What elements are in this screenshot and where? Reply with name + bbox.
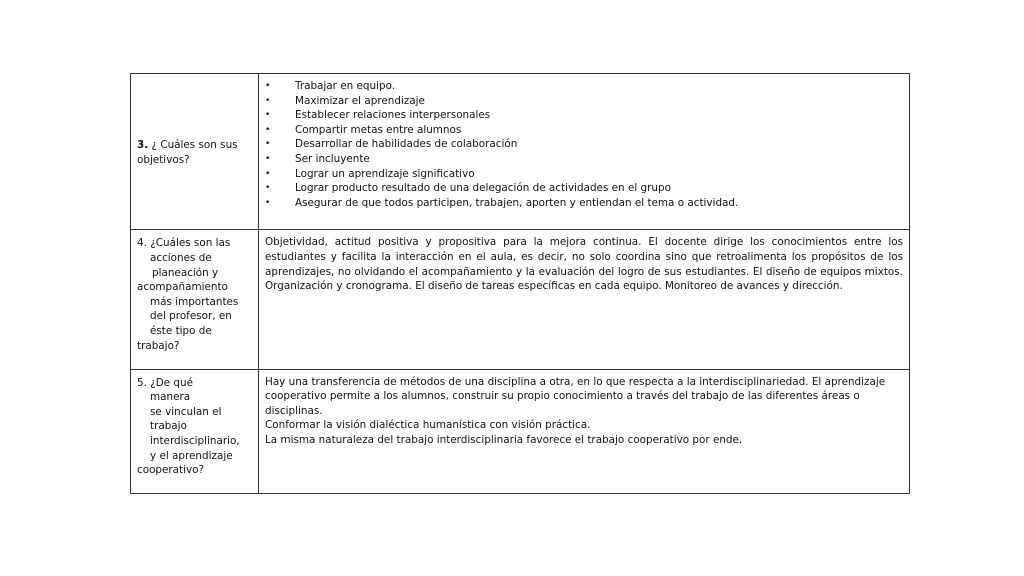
question-line: 4. ¿Cuáles son las: [137, 237, 231, 250]
question-line: cooperativo?: [137, 464, 205, 477]
question-line: manera: [150, 391, 191, 404]
answer-cell: [259, 230, 910, 369]
answer-paragraph: Hay una transferencia de métodos de una disciplina a otra, en lo que respecta a la interdisciplinariedad. El aprendizaje cooperativo permite a los alumnos, construir su propio conocimiento a través del trabajo de las diferentes áreas o disciplinas.: [265, 375, 886, 417]
list-item: • Compartir metas entre alumnos: [265, 123, 462, 136]
list-item: • Lograr un aprendizaje significativo: [265, 167, 475, 180]
question-line: y el aprendizaje: [150, 449, 233, 462]
answer-paragraph: La misma naturaleza del trabajo interdisciplinaria favorece el trabajo cooperativo por ende.: [265, 434, 743, 447]
question-line: acciones de: [150, 251, 212, 264]
question-line: planeación y: [152, 266, 219, 279]
bullet-icon: •: [265, 95, 271, 106]
question-line: 5. ¿De qué: [137, 376, 194, 389]
question-cell: [131, 230, 259, 369]
bullet-icon: •: [265, 153, 271, 164]
question-line: acompañamiento: [137, 281, 228, 294]
answer-cell: [259, 369, 910, 493]
list-item: • Ser incluyente: [265, 152, 370, 165]
question-cell: [131, 74, 259, 230]
table-row: [131, 74, 910, 230]
question-line: trabajo?: [137, 339, 180, 352]
list-item: • Maximizar el aprendizaje: [265, 94, 425, 107]
question-cell: [131, 369, 259, 493]
question-line: más importantes: [150, 295, 239, 308]
list-item: • Lograr producto resultado de una delegación de actividades en el grupo: [265, 182, 671, 195]
list-item: • Establecer relaciones interpersonales: [265, 109, 491, 122]
question-line: objetivos?: [137, 153, 190, 166]
question-line: del profesor, en: [150, 310, 232, 323]
bullet-icon: •: [265, 183, 271, 194]
bullet-icon: •: [265, 110, 271, 121]
answer-paragraph: Conformar la visión dialéctica humanística con visión práctica.: [265, 419, 591, 432]
bullet-icon: •: [265, 124, 271, 135]
bullet-icon: •: [265, 139, 271, 150]
objectives-list: [259, 79, 909, 210]
table-row: [131, 369, 910, 493]
bullet-icon: •: [265, 197, 271, 208]
answer-cell: [259, 74, 910, 230]
question-line: éste tipo de: [150, 324, 212, 337]
table-row: [131, 230, 910, 369]
list-item: • Desarrollar de habilidades de colaboración: [265, 138, 518, 151]
list-item: • Trabajar en equipo.: [265, 80, 396, 92]
question-line: se vinculan el: [150, 405, 222, 418]
bullet-icon: •: [265, 168, 271, 179]
question-number: 3.: [137, 139, 149, 152]
question-line: interdisciplinario,: [150, 435, 240, 448]
answer-paragraph: Objetividad, actitud positiva y propositiva para la mejora continua. El docente dirige los conocimientos entre los estudiantes y facilita la interacción en el aula, es decir, no solo coordina sino que retroalimenta los propósitos de los aprendizajes, no olvidando el acompañamiento y la evaluación del logro de sus estudiantes. El diseño de equipos mixtos. Organización y cronograma. El diseño de tareas específicas en cada equipo. Monitoreo de avances y dirección.: [265, 236, 903, 293]
question-line: 3. ¿ Cuáles son sus: [137, 139, 238, 152]
questions-table: [130, 73, 910, 494]
list-item: • Asegurar de que todos participen, trabajen, aporten y entiendan el tema o actividad.: [265, 196, 739, 209]
bullet-icon: •: [265, 81, 271, 91]
question-line: trabajo: [150, 420, 187, 433]
